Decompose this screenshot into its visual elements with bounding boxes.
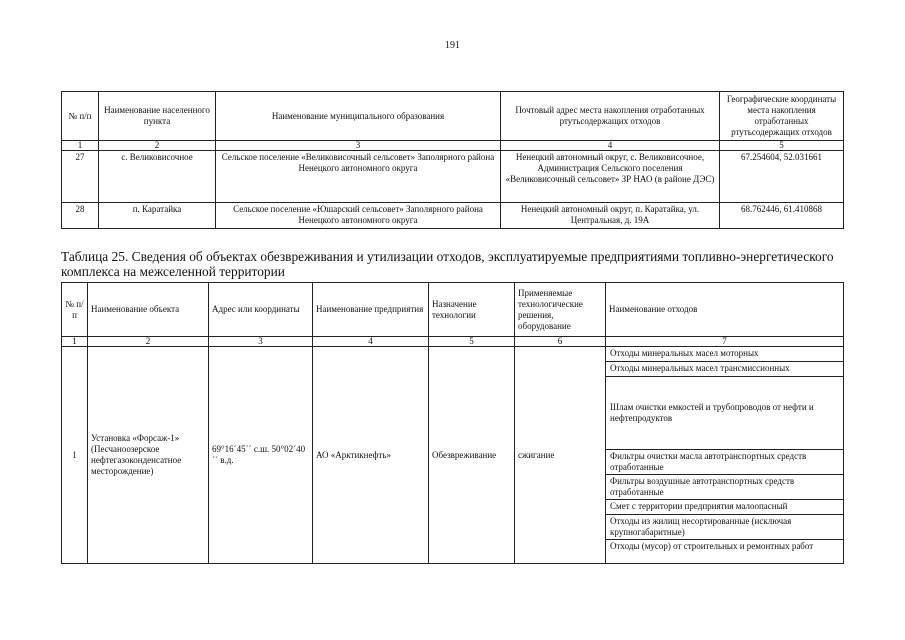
technology-purpose: Обезвреживание	[429, 347, 515, 564]
geo-coordinates: 68.762446, 61.410868	[720, 203, 844, 229]
waste-item: Фильтры воздушные автотранспортных средств отработанные	[606, 475, 844, 500]
object-coords: 69°16´45´´ с.ш. 50°02´40´´ в.д.	[209, 347, 313, 564]
header-coords: Географические координаты места накопления отработанных ртутьсодержащих отходов	[720, 92, 844, 141]
col-number: 4	[501, 141, 720, 151]
municipality-name: Сельское поселение «Юшарский сельсовет» Заполярного района Ненецкого автономного округа	[216, 203, 501, 229]
table-header-row	[62, 283, 844, 337]
page-number: 191	[445, 40, 460, 51]
row-num: 28	[62, 203, 99, 229]
table-row	[62, 347, 844, 362]
table-caption: Таблица 25. Сведения об объектах обезвреживания и утилизации отходов, эксплуатируемые предприятиями топливно-энергетического комплекса на межселенной территории	[61, 249, 834, 279]
municipality-name: Сельское поселение «Великовисочный сельсовет» Заполярного района Ненецкого автономного округа	[216, 151, 501, 203]
waste-item: Смет с территории предприятия малоопасный	[606, 500, 844, 515]
col-number: 2	[88, 337, 209, 347]
table-header-row	[62, 92, 844, 141]
object-name: Установка «Форсаж-1» (Песчаноозерское нефтегазоконденсатное месторождение)	[88, 347, 209, 564]
header-settlement: Наименование населенного пункта	[99, 92, 216, 141]
header-purpose: Назначение технологии	[429, 283, 515, 337]
header-address: Почтовый адрес места накопления отработанных ртутьсодержащих отходов	[501, 92, 720, 141]
col-number: 1	[62, 141, 99, 151]
col-number: 3	[209, 337, 313, 347]
waste-item: Отходы из жилищ несортированные (исключая крупногабаритные)	[606, 515, 844, 540]
enterprise-name: АО «Арктикнефть»	[313, 347, 429, 564]
settlement-name: п. Каратайка	[99, 203, 216, 229]
col-number: 5	[720, 141, 844, 151]
header-enterprise: Наименование предприятия	[313, 283, 429, 337]
col-number: 3	[216, 141, 501, 151]
settlement-name: с. Великовисочное	[99, 151, 216, 203]
waste-item: Отходы минеральных масел трансмиссионных	[606, 362, 844, 377]
row-num: 1	[62, 347, 88, 564]
postal-address: Ненецкий автономный округ, с. Великовисочное, Администрация Сельского поселения «Великовисочный сельсовет» ЗР НАО (в районе ДЭС)	[501, 151, 720, 203]
col-number: 4	[313, 337, 429, 347]
col-number: 7	[606, 337, 844, 347]
header-solution: Применяемые технологические решения, оборудование	[515, 283, 606, 337]
settlements-table	[61, 91, 844, 229]
header-num: № п/п	[62, 92, 99, 141]
waste-item: Отходы минеральных масел моторных	[606, 347, 844, 362]
geo-coordinates: 67.254604, 52.031661	[720, 151, 844, 203]
waste-item: Шлам очистки емкостей и трубопроводов от нефти и нефтепродуктов	[606, 377, 844, 450]
table-row	[62, 151, 844, 203]
waste-item: Отходы (мусор) от строительных и ремонтных работ	[606, 540, 844, 564]
header-object: Наименование объекта	[88, 283, 209, 337]
header-num: № п/п	[62, 283, 88, 337]
postal-address: Ненецкий автономный округ, п. Каратайка, ул. Центральная, д. 19А	[501, 203, 720, 229]
column-number-row	[62, 337, 844, 347]
header-municipality: Наименование муниципального образования	[216, 92, 501, 141]
col-number: 5	[429, 337, 515, 347]
row-num: 27	[62, 151, 99, 203]
table-row	[62, 203, 844, 229]
col-number: 2	[99, 141, 216, 151]
column-number-row	[62, 141, 844, 151]
technology-solution: сжигание	[515, 347, 606, 564]
col-number: 1	[62, 337, 88, 347]
header-waste: Наименование отходов	[606, 283, 844, 337]
col-number: 6	[515, 337, 606, 347]
waste-item: Фильтры очистки масла автотранспортных средств отработанные	[606, 450, 844, 475]
waste-facilities-table	[61, 282, 844, 564]
header-coords: Адрес или координаты	[209, 283, 313, 337]
